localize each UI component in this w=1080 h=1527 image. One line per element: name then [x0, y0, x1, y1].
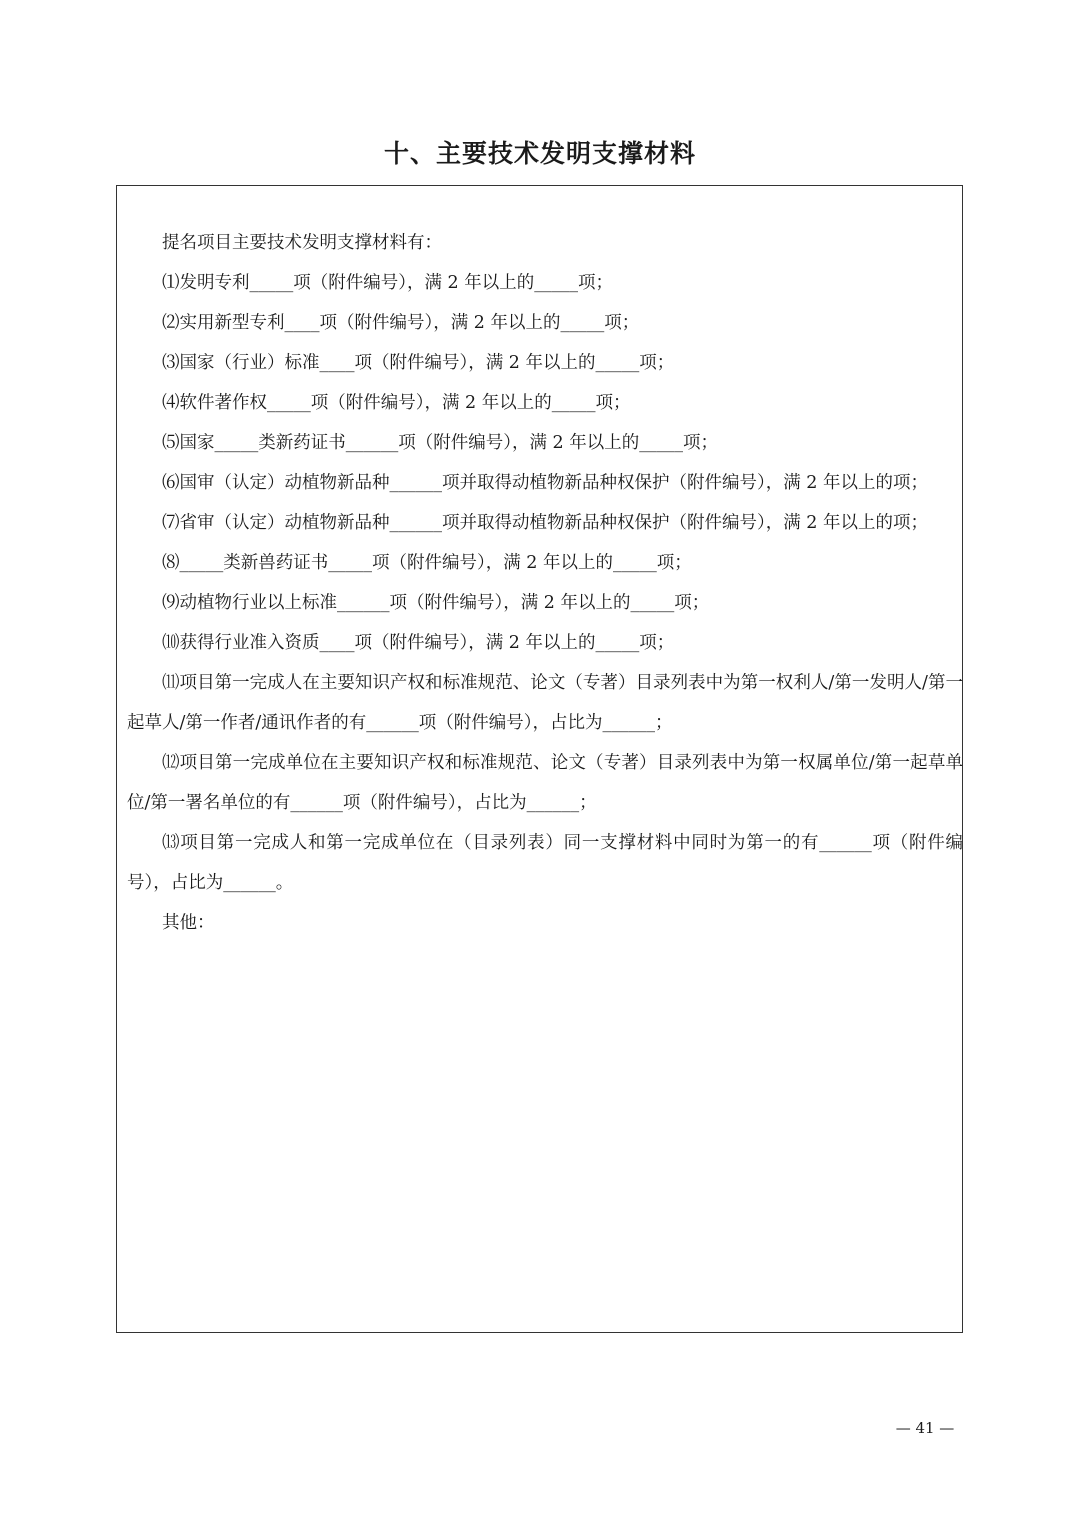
page-number: — 41 — [895, 1419, 955, 1437]
form-content [127, 223, 963, 943]
item-13: ⒀项目第一完成人和第一完成单位在（目录列表）同一支撑材料中同时为第一的有______项（附件编号），占比为______。 [127, 833, 963, 893]
item-8: ⑻_____类新兽药证书_____项（附件编号），满 2 年以上的_____项； [162, 553, 692, 573]
other-label: 其他： [162, 913, 215, 933]
item-9: ⑼动植物行业以上标准______项（附件编号），满 2 年以上的_____项； [162, 593, 710, 613]
page-title: 十、主要技术发明支撑材料 [383, 139, 696, 168]
item-6: ⑹国审（认定）动植物新品种______项并取得动植物新品种权保护（附件编号），满 2 年以上的项； [162, 473, 929, 493]
item-1: ⑴发明专利_____项（附件编号），满 2 年以上的_____项； [162, 273, 614, 293]
item-4: ⑷软件著作权_____项（附件编号），满 2 年以上的_____项； [162, 393, 631, 413]
item-5: ⑸国家_____类新药证书______项（附件编号），满 2 年以上的_____项； [162, 433, 719, 453]
item-11: ⑾项目第一完成人在主要知识产权和标准规范、论文（专著）目录列表中为第一权利人/第一发明人/第一起草人/第一作者/通讯作者的有______项（附件编号），占比为______； [127, 673, 963, 733]
item-10: ⑽获得行业准入资质____项（附件编号），满 2 年以上的_____项； [162, 633, 675, 653]
item-12: ⑿项目第一完成单位在主要知识产权和标准规范、论文（专著）目录列表中为第一权属单位/第一起草单位/第一署名单位的有______项（附件编号），占比为______； [127, 753, 963, 813]
item-3: ⑶国家（行业）标准____项（附件编号），满 2 年以上的_____项； [162, 353, 675, 373]
intro-text: 提名项目主要技术发明支撑材料有： [162, 233, 442, 253]
item-2: ⑵实用新型专利____项（附件编号），满 2 年以上的_____项； [162, 313, 640, 333]
item-7: ⑺省审（认定）动植物新品种______项并取得动植物新品种权保护（附件编号），满 2 年以上的项； [162, 513, 929, 533]
